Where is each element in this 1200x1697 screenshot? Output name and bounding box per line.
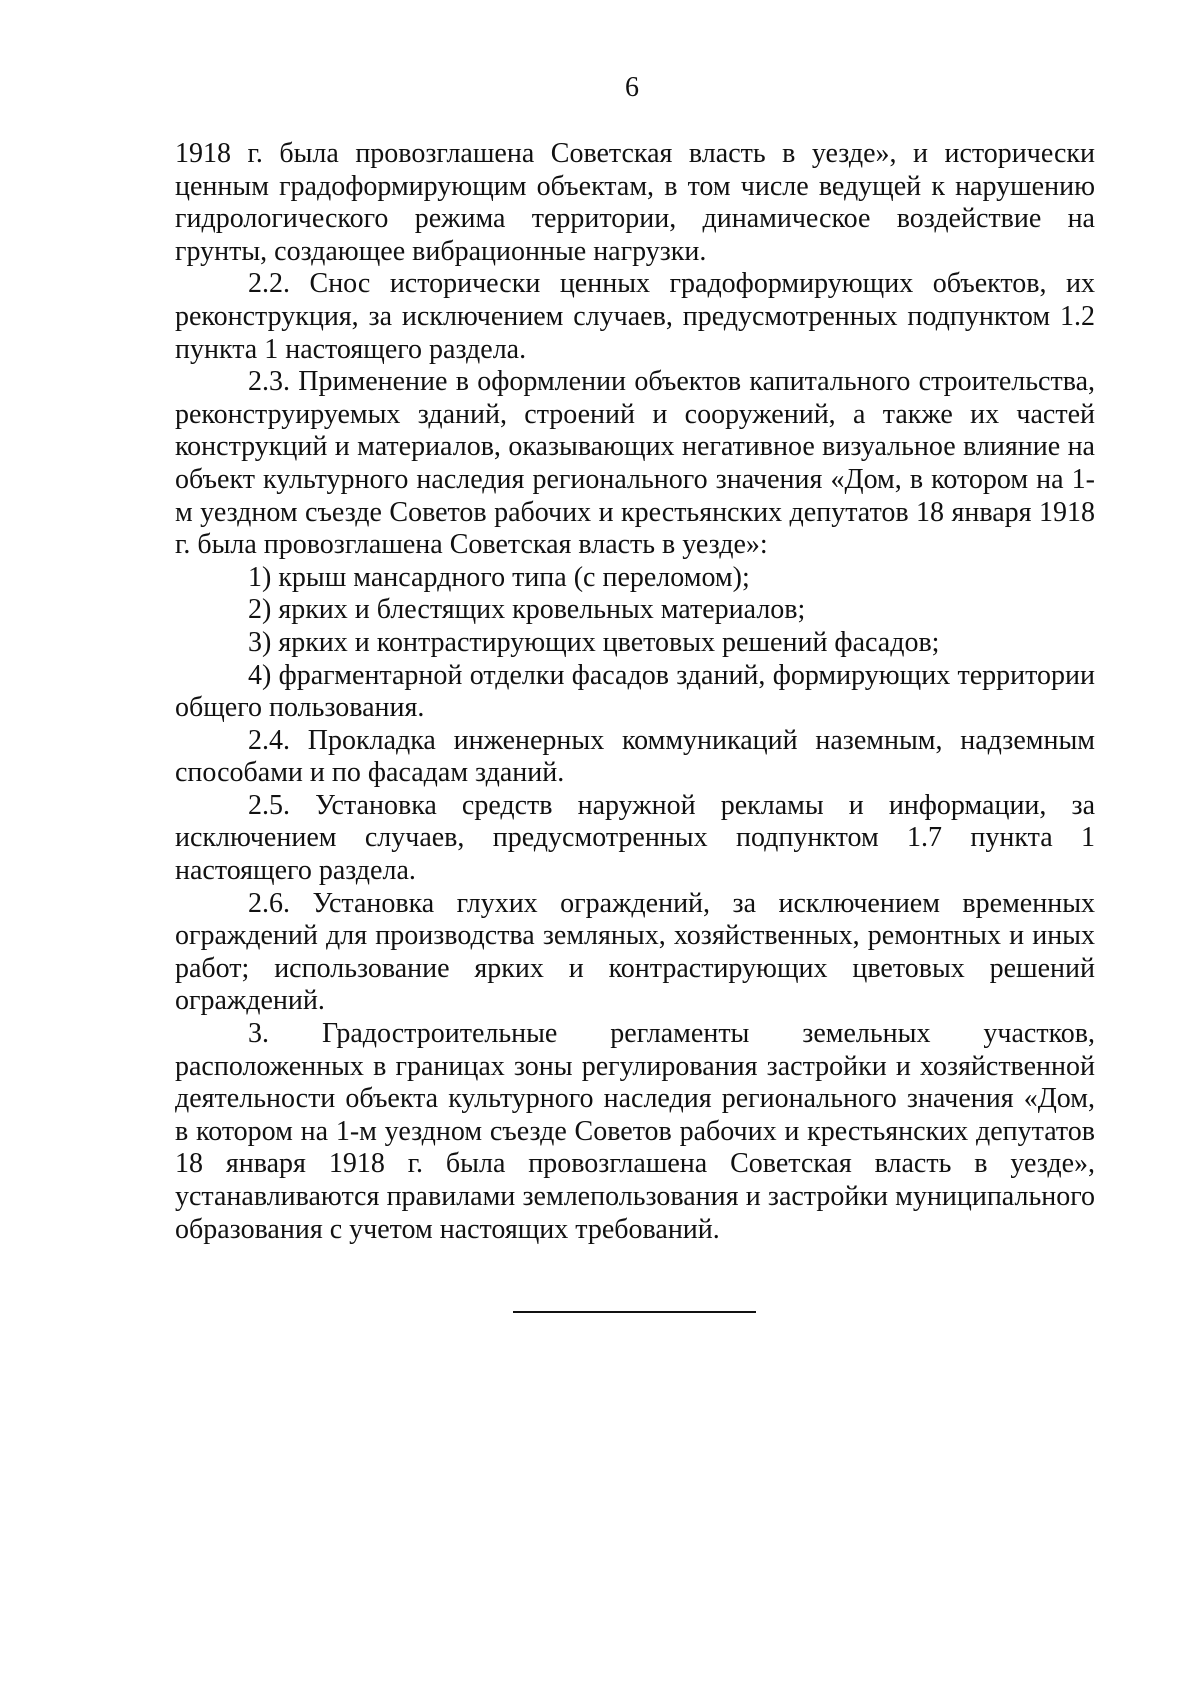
page-number: 6 [625,72,639,103]
document-body [175,138,1095,1246]
paragraph-2-5: 2.5. Установка средств наружной рекламы и информации, за исключением случаев, предусмотренных подпунктом 1.7 пункта 1 настоящего раздела. [175,789,1095,887]
paragraph-2-3: 2.3. Применение в оформлении объектов капитального строительства, реконструируемых зданий, строений и сооружений, а также их частей конструкций и материалов, оказывающих негативное визуальное влияние на объект культурного наследия регионального значения «Дом, в котором на 1-м уездном съезде Советов рабочих и крестьянских депутатов 18 января 1918 г. была провозглашена Советская власть в уезде»: [175,366,1095,561]
list-item-2: 2) ярких и блестящих кровельных материалов; [248,594,806,626]
paragraph-2-2: 2.2. Снос исторически ценных градоформирующих объектов, их реконструкция, за исключением случаев, предусмотренных подпунктом 1.2 пункта 1 настоящего раздела. [175,268,1095,365]
paragraph-3: 3. Градостроительные регламенты земельных участков, расположенных в границах зоны регулирования застройки и хозяйственной деятельности объекта культурного наследия регионального значения «Дом, в котором на 1-м уездном съезде Советов рабочих и крестьянских депутатов 18 января 1918 г. была провозглашена Советская власть в уезде», устанавливаются правилами землепользования и застройки муниципального образования с учетом настоящих требований. [175,1018,1095,1245]
list-item-1: 1) крыш мансардного типа (с переломом); [248,561,750,593]
paragraph-continuation: 1918 г. была провозглашена Советская власть в уезде», и исторически ценным градоформирующим объектам, в том числе ведущей к нарушению гидрологического режима территории, динамическое воздействие на грунты, создающее вибрационные нагрузки. [175,138,1095,267]
paragraph-2-6: 2.6. Установка глухих ограждений, за исключением временных ограждений для производства земляных, хозяйственных, ремонтных и иных работ; использование ярких и контрастирующих цветовых решений ограждений. [175,887,1095,1017]
paragraph-2-4: 2.4. Прокладка инженерных коммуникаций наземным, надземным способами и по фасадам зданий. [175,724,1095,789]
list-item-4: 4) фрагментарной отделки фасадов зданий, формирующих территории общего пользования. [175,659,1095,724]
end-divider-line [513,1311,756,1313]
list-item-3: 3) ярких и контрастирующих цветовых решений фасадов; [248,626,940,658]
